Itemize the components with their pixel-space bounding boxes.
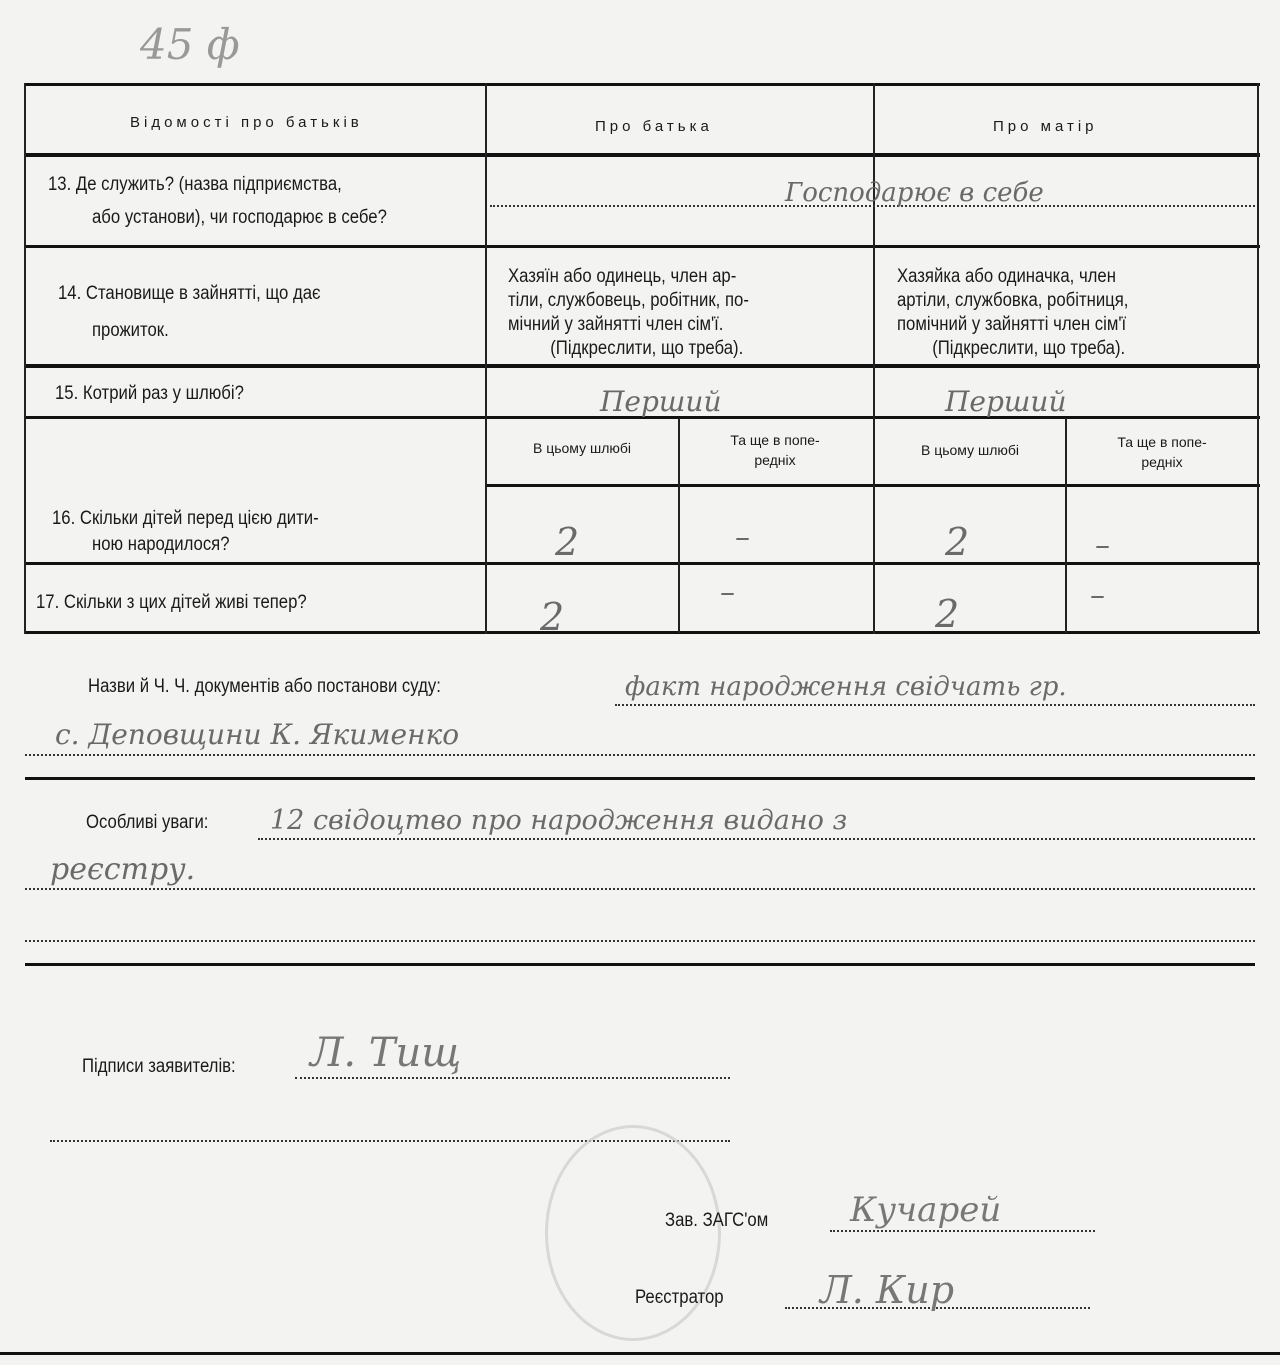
registrar-signature: Л. Кир [820, 1268, 955, 1312]
row16-father-this: 2 [555, 520, 580, 564]
page-mark: 45 ф [140, 20, 240, 69]
row17-mother-this: 2 [935, 592, 960, 636]
sub-this-marriage-father: В цьому шлюбі [532, 440, 632, 456]
row13-label: 13. Де служить? (назва підприємства, [48, 174, 342, 195]
row16-father-prev: – [735, 520, 750, 555]
row17-mother-prev: – [1090, 578, 1105, 613]
row17-father-this: 2 [540, 595, 565, 639]
header-mother: Про матір [993, 118, 1098, 135]
remarks-line-1: 12 свідоцтво про народження видано з [270, 805, 848, 836]
row13-value: Господарює в себе [785, 178, 1044, 208]
documents-line-1: факт народження свідчать гр. [625, 672, 1067, 702]
row17-father-prev: – [720, 575, 735, 610]
row14-father-options: Хазяїн або одинець, член ар- тіли, службовець, робітник, по- мічний у зайнятті член сім'ї. (Підкреслити, що треба). [508, 266, 749, 359]
remarks-line-2: реєстру. [50, 852, 196, 887]
row15-mother: Перший [945, 385, 1067, 418]
header-parents-info: Відомості про батьків [130, 114, 363, 131]
row14-mother-options: Хазяйка або одиначка, член артіли, службовка, робітниця, помічний у зайнятті член сім'ї (Підкреслити, що треба). [897, 266, 1129, 359]
head-signature: Кучарей [850, 1190, 1002, 1230]
row13-label-2: або установи), чи господарює в себе? [92, 207, 387, 228]
row14-label-2: прожиток. [92, 320, 169, 341]
head-registry-label: Зав. ЗАГС'ом [665, 1210, 769, 1231]
header-father: Про батька [595, 118, 713, 135]
documents-line-2: с. Деповщини К. Якименко [55, 718, 460, 751]
applicants-signature-label: Підписи заявителів: [82, 1056, 236, 1077]
sub-previous-mother: Та ще в попе- редніх [1117, 434, 1207, 470]
row16-label-2: ною народилося? [92, 534, 230, 555]
row17-label: 17. Скільки з цих дітей живі тепер? [36, 592, 307, 613]
row15-father: Перший [600, 385, 722, 418]
documents-label: Назви й Ч. Ч. документів або постанови суду: [88, 676, 441, 697]
applicants-signature: Л. Тищ [310, 1030, 462, 1076]
registrar-label: Реєстратор [635, 1287, 724, 1308]
row16-mother-prev: – [1095, 528, 1110, 563]
row16-mother-this: 2 [945, 520, 970, 564]
row15-label: 15. Котрий раз у шлюбі? [55, 383, 244, 404]
sub-previous-father: Та ще в попе- редніх [730, 432, 820, 468]
remarks-label: Особливі уваги: [86, 812, 209, 833]
sub-this-marriage-mother: В цьому шлюбі [920, 442, 1020, 458]
row16-label: 16. Скільки дітей перед цією дити- [52, 508, 319, 529]
row14-label: 14. Становище в зайнятті, що дає [58, 283, 321, 304]
